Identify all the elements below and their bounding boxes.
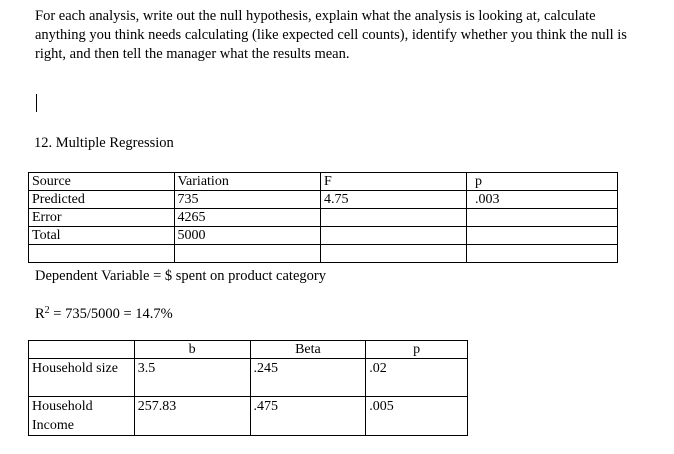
table-cell: .475 [250,397,366,436]
table-cell [320,227,466,245]
table-cell [29,245,175,263]
table-cell: 735 [174,191,320,209]
coefficients-table [28,340,468,436]
coef-header-cell: Beta [250,341,366,359]
coef-header-cell: b [134,341,250,359]
table-row [29,359,468,397]
table-row [29,191,618,209]
table-cell [320,245,466,263]
table-cell: Predicted [29,191,175,209]
table-cell: 5000 [174,227,320,245]
anova-header-cell: p [466,173,617,191]
table-cell: .245 [250,359,366,397]
table-cell [466,245,617,263]
anova-header-cell: Source [29,173,175,191]
table-cell: Error [29,209,175,227]
table-cell: .005 [366,397,468,436]
coef-header-row [29,341,468,359]
table-row [29,227,618,245]
r2-value: = 735/5000 = 14.7% [49,306,173,322]
text-cursor [36,94,37,112]
table-cell: 3.5 [134,359,250,397]
table-row [29,209,618,227]
table-cell [320,209,466,227]
dependent-variable-note: Dependent Variable = $ spent on product category [35,268,326,284]
anova-table [28,172,618,263]
table-cell: Total [29,227,175,245]
r-squared-line [35,305,173,323]
table-cell [466,209,617,227]
table-cell: 4265 [174,209,320,227]
table-cell: 257.83 [134,397,250,436]
coef-header-cell: p [366,341,468,359]
table-cell [174,245,320,263]
anova-header-cell: F [320,173,466,191]
coef-header-cell [29,341,135,359]
table-cell: 4.75 [320,191,466,209]
anova-header-row [29,173,618,191]
anova-header-cell: Variation [174,173,320,191]
table-cell: Household size [29,359,135,397]
r2-prefix: R [35,306,45,322]
instructions-paragraph: For each analysis, write out the null hypothesis, explain what the analysis is looking at, calculate anything you think needs calculating (like expected cell counts), identify whether you think the null is right, and then tell the manager what the results mean. [35,8,627,62]
table-row [29,397,468,436]
table-cell: Household Income [29,397,135,436]
r2-superscript: 2 [44,305,50,316]
table-cell [466,227,617,245]
section-heading: 12. Multiple Regression [34,135,174,151]
table-cell: .02 [366,359,468,397]
table-cell: .003 [466,191,617,209]
table-row [29,245,618,263]
